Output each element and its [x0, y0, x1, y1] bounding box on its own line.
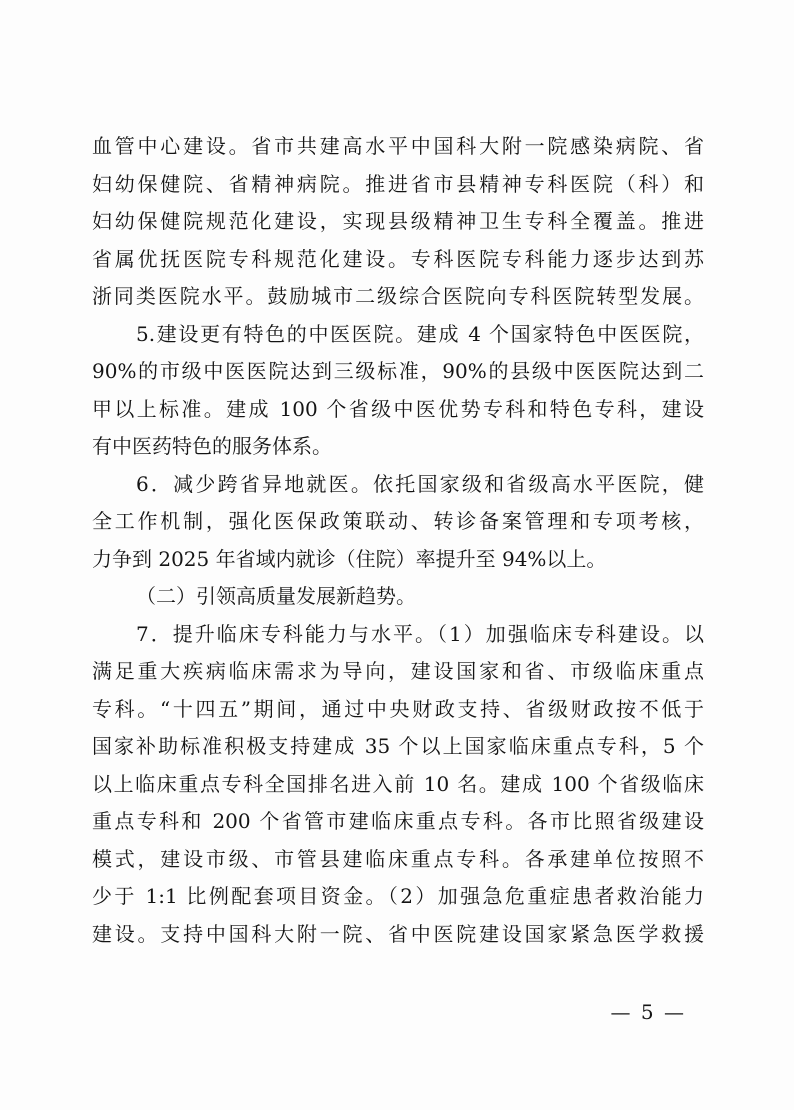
text-line: 满足重大疾病临床需求为导向，建设国家和省、市级临床重点	[92, 659, 704, 683]
text-line: 少于 1:1 比例配套项目资金。（2）加强急危重症患者救治能力	[92, 884, 704, 908]
text-line: 妇幼保健院、省精神病院。推进省市县精神专科医院（科）和	[92, 171, 704, 196]
text-line: 国家补助标准积极支持建成 35 个以上国家临床重点专科，5 个	[92, 734, 704, 758]
text-line: 以上临床重点专科全国排名进入前 10 名。建成 100 个省级临床	[92, 771, 704, 796]
page-number: — 5 —	[610, 1000, 686, 1024]
text-line: 妇幼保健院规范化建设，实现县级精神卫生专科全覆盖。推进	[92, 209, 704, 233]
text-line: 模式，建设市级、市管县建临床重点专科。各承建单位按照不	[92, 846, 704, 871]
text-line: 重点专科和 200 个省管市建临床重点专科。各市比照省级建设	[92, 809, 704, 833]
text-line: 力争到 2025 年省域内就诊（住院）率提升至 94%以上。	[92, 546, 607, 571]
text-line: 省属优抚医院专科规范化建设。专科医院专科能力逐步达到苏	[92, 246, 704, 271]
text-line: 血管中心建设。省市共建高水平中国科大附一院感染病院、省	[92, 134, 704, 158]
text-line: 全工作机制，强化医保政策联动、转诊备案管理和专项考核，	[92, 509, 704, 533]
section-heading-6: 6．减少跨省异地就医。依托国家级和省级高水平医院，健	[136, 471, 704, 496]
text-line: 甲以上标准。建成 100 个省级中医优势专科和特色专科，建设	[92, 396, 704, 421]
body-text	[92, 128, 704, 953]
section-heading-5: 5.建设更有特色的中医医院。建成 4 个国家特色中医医院，	[136, 321, 704, 346]
subsection-heading: （二）引领高质量发展新趋势。	[136, 584, 416, 608]
text-line: 专科。“十四五”期间，通过中央财政支持、省级财政按不低于	[92, 696, 704, 721]
text-line: 有中医药特色的服务体系。	[92, 434, 332, 458]
text-line: 建设。支持中国科大附一院、省中医院建设国家紧急医学救援	[92, 921, 704, 946]
text-line: 90%的市级中医医院达到三级标准，90%的县级中医医院达到二	[92, 359, 704, 383]
section-heading-7: 7．提升临床专科能力与水平。（1）加强临床专科建设。以	[136, 621, 704, 646]
text-line: 浙同类医院水平。鼓励城市二级综合医院向专科医院转型发展。	[92, 284, 704, 308]
